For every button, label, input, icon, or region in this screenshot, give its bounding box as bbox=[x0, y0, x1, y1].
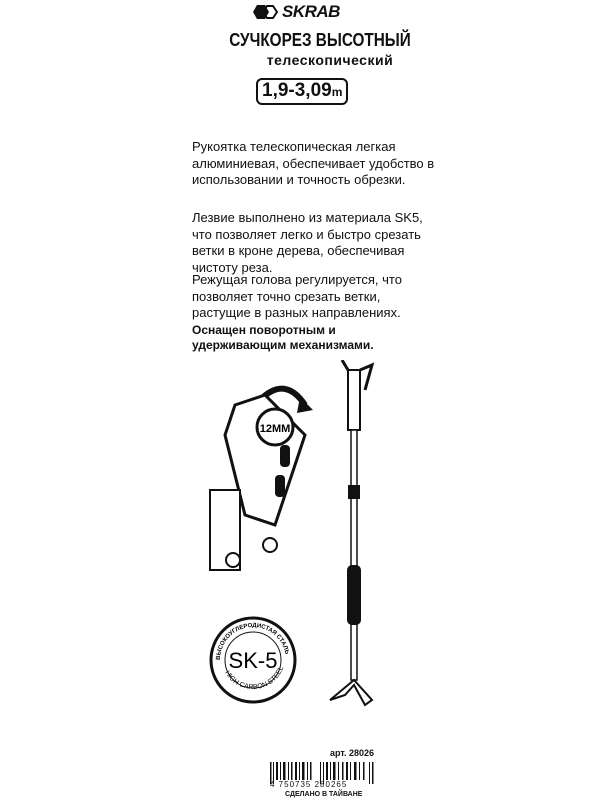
barcode-digits: 4 750735 280265 bbox=[270, 780, 348, 789]
seal-center-text: SK-5 bbox=[228, 648, 278, 673]
seal-top-text: ВЫСОКОУГЛЕРОДИСТАЯ СТАЛЬ bbox=[215, 622, 290, 661]
country-of-origin: СДЕЛАНО В ТАЙВАНЕ bbox=[285, 791, 363, 798]
feature-highlight: Оснащен поворотным и удерживающим механизмами. bbox=[192, 323, 374, 352]
logo-text: SKRAB bbox=[282, 2, 340, 21]
high-carbon-steel-seal bbox=[208, 615, 298, 705]
description-paragraph: Режущая голова регулируется, что позволяет точно срезать ветки, растущие в разных направлениях. bbox=[192, 272, 402, 320]
cutting-head-illustration bbox=[205, 375, 335, 575]
seal-bottom-text: HIGH CARBON STEEL bbox=[223, 665, 286, 692]
length-range-badge bbox=[256, 78, 348, 105]
pruner-tool-illustration bbox=[320, 360, 390, 720]
range-value: 1,9-3,09 bbox=[262, 80, 332, 101]
description-paragraph: Лезвие выполнено из материала SK5, что позволяет легко и быстро срезать ветки в кроне дерева, обеспечивая чистоту реза. bbox=[192, 210, 423, 275]
logo-hex-icon bbox=[252, 4, 278, 20]
article-number: арт. 28026 bbox=[330, 748, 375, 758]
product-subtitle: телескопический bbox=[266, 52, 394, 68]
cut-capacity-label: 12MM bbox=[259, 423, 291, 435]
range-unit: m bbox=[331, 85, 343, 99]
description-paragraph: Рукоятка телескопическая легкая алюминиевая, обеспечивает удобство в использовании и точность обрезки. bbox=[192, 139, 435, 187]
brand-logo bbox=[252, 2, 340, 22]
product-title: СУЧКОРЕЗ ВЫСОТНЫЙ bbox=[229, 30, 411, 50]
